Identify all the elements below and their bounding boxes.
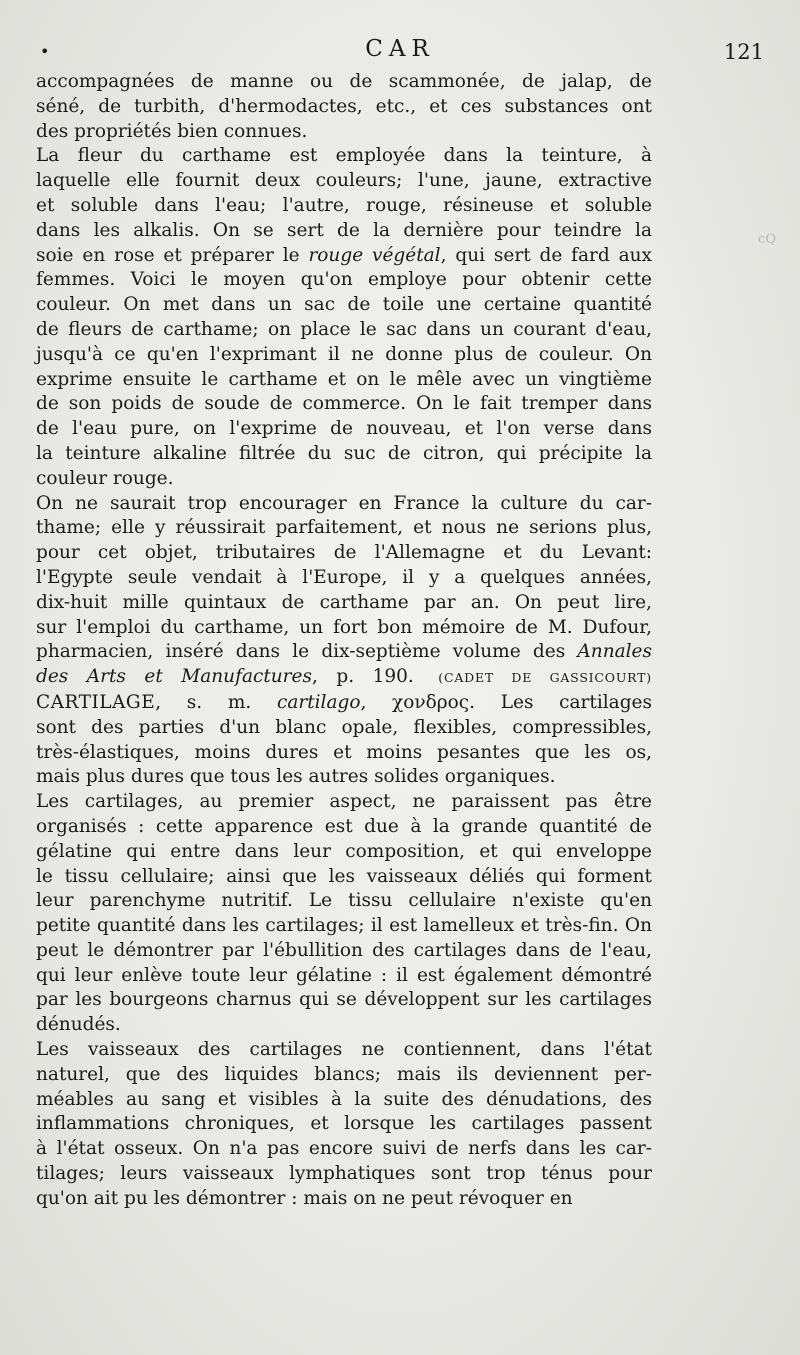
text-line: leur parenchyme nutritif. Le tissu cellulaire n'existe qu'en [36, 890, 652, 912]
body-text [36, 70, 652, 1212]
running-head: CAR [365, 36, 435, 62]
paragraph [36, 492, 652, 691]
text-line: des Arts et Manufactures, p. 190. (CADET DE GASSICOURT) [36, 666, 652, 688]
page-number: 121 [723, 40, 764, 64]
text-line: tilages; leurs vaisseaux lymphatiques sont trop ténus pour [36, 1163, 652, 1185]
text-line: inflammations chroniques, et lorsque les cartilages passent [36, 1113, 652, 1135]
text-line: La fleur du carthame est employée dans la teinture, à [36, 145, 652, 167]
paragraph [36, 691, 652, 790]
text-line: exprime ensuite le carthame et on le mêle avec un vingtième [36, 368, 652, 390]
text-line: par les bourgeons charnus qui se développent sur les cartilages [36, 989, 652, 1011]
text-line: la teinture alkaline filtrée du suc de citron, qui précipite la [36, 442, 652, 464]
text-line: qu'on ait pu les démontrer : mais on ne peut révoquer en [36, 1187, 573, 1209]
text-line: couleur rouge. [36, 467, 174, 489]
text-line: soie en rose et préparer le rouge végétal, qui sert de fard aux [36, 244, 652, 266]
text-line: Les cartilages, au premier aspect, ne paraissent pas être [36, 791, 652, 813]
text-line: mais plus dures que tous les autres solides organiques. [36, 766, 556, 788]
text-line: accompagnées de manne ou de scammonée, de jalap, de [36, 71, 652, 92]
text-line: petite quantité dans les cartilages; il est lamelleux et très-fin. On [36, 915, 652, 937]
text-line: très-élastiques, moins dures et moins pesantes que les os, [36, 741, 652, 763]
page-header [36, 36, 764, 72]
text-line: CARTILAGE, s. m. cartilago, χονδρος. Les cartilages [36, 691, 652, 713]
text-line: organisés : cette apparence est due à la grande quantité de [36, 815, 652, 837]
text-line: qui leur enlève toute leur gélatine : il est également démontré [36, 964, 652, 986]
text-line: laquelle elle fournit deux couleurs; l'une, jaune, extractive [36, 170, 652, 192]
text-line: de fleurs de carthame; on place le sac dans un courant d'eau, [36, 318, 652, 340]
text-line: thame; elle y réussirait parfaitement, et nous ne serions plus, [36, 517, 652, 539]
text-line: le tissu cellulaire; ainsi que les vaisseaux déliés qui forment [36, 865, 652, 887]
text-line: pharmacien, inséré dans le dix-septième volume des Annales [36, 641, 652, 663]
paragraph [36, 70, 652, 144]
margin-note: cQ [758, 232, 776, 247]
text-line: femmes. Voici le moyen qu'on employe pour obtenir cette [36, 269, 652, 291]
text-line: naturel, que des liquides blancs; mais ils deviennent per- [36, 1063, 652, 1085]
text-line: dans les alkalis. On se sert de la dernière pour teindre la [36, 219, 652, 241]
author-signature: (CADET DE GASSICOURT) [438, 670, 652, 686]
text-line: sont des parties d'un blanc opale, flexibles, compressibles, [36, 716, 652, 738]
text-line: gélatine qui entre dans leur composition, et qui enveloppe [36, 840, 652, 862]
text-line: à l'état osseux. On n'a pas encore suivi de nerfs dans les car- [36, 1138, 652, 1160]
text-line: l'Egypte seule vendait à l'Europe, il y a quelques années, [36, 566, 652, 588]
text-line: méables au sang et visibles à la suite des dénudations, des [36, 1088, 652, 1110]
text-line: de son poids de soude de commerce. On le fait tremper dans [36, 393, 652, 415]
text-line: Les vaisseaux des cartilages ne contiennent, dans l'état [36, 1039, 652, 1061]
text-line: dix-huit mille quintaux de carthame par an. On peut lire, [36, 591, 652, 613]
text-line: pour cet objet, tributaires de l'Allemagne et du Levant: [36, 542, 652, 564]
page-mark: • [40, 42, 50, 61]
text-line: sur l'emploi du carthame, un fort bon mémoire de M. Dufour, [36, 616, 652, 638]
paragraph [36, 144, 652, 491]
text-line: On ne saurait trop encourager en France la culture du car- [36, 492, 652, 514]
paragraph [36, 790, 652, 1038]
text-line: couleur. On met dans un sac de toile une certaine quantité [36, 294, 652, 316]
paragraph [36, 1038, 652, 1212]
text-line: et soluble dans l'eau; l'autre, rouge, résineuse et soluble [36, 194, 652, 216]
text-line: de l'eau pure, on l'exprime de nouveau, et l'on verse dans [36, 418, 652, 440]
text-line: jusqu'à ce qu'en l'exprimant il ne donne plus de couleur. On [36, 343, 652, 365]
text-line: des propriétés bien connues. [36, 120, 308, 142]
text-line: séné, de turbith, d'hermodactes, etc., et ces substances ont [36, 95, 652, 117]
text-line: dénudés. [36, 1014, 121, 1036]
text-line: peut le démontrer par l'ébullition des cartilages dans de l'eau, [36, 939, 652, 961]
